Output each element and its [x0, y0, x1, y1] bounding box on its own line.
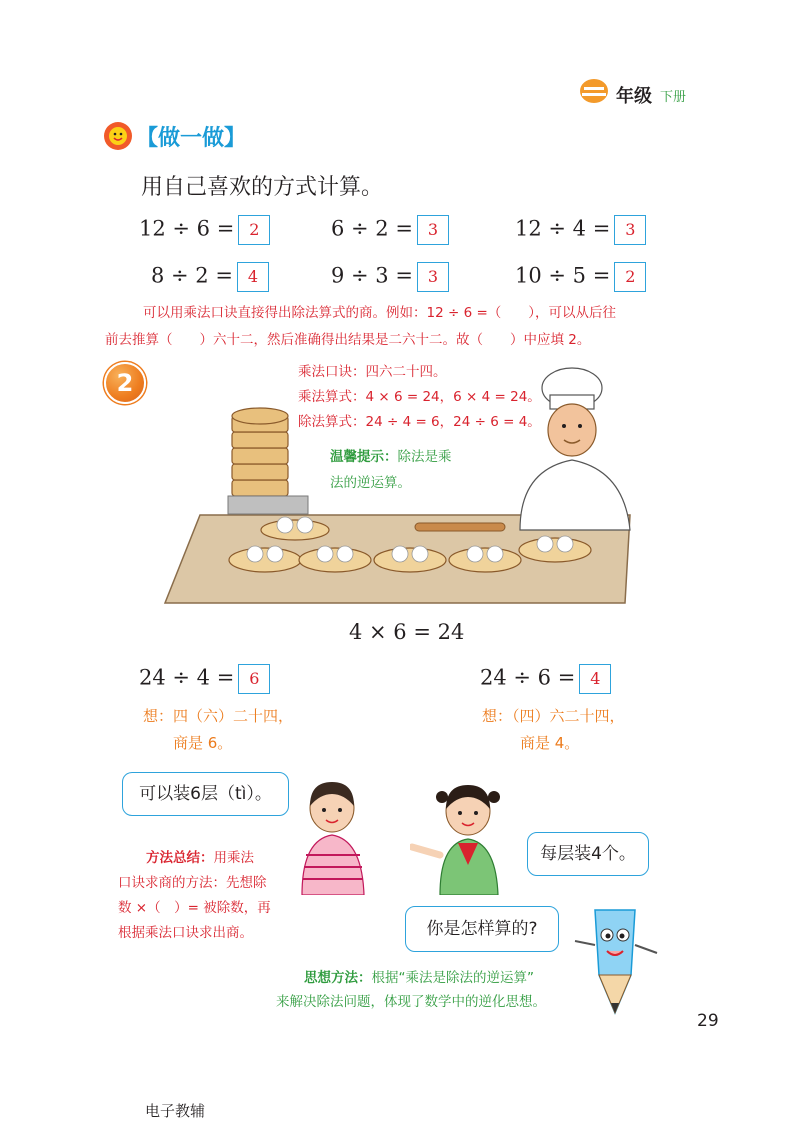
answer-box[interactable]: 6 — [238, 664, 270, 694]
answer-box[interactable]: 4 — [237, 262, 269, 292]
summary-line-3: 数 ×（ ）= 被除数，再 — [118, 900, 271, 916]
thought-label: 思想方法： — [304, 970, 372, 986]
exercise-expr: 10 ÷ 5 = — [515, 263, 611, 288]
recipe-line-1: 乘法口诀：四六二十四。 — [298, 364, 447, 380]
exercise-4 — [151, 262, 269, 292]
illustration-caption: 4 × 6 = 24 — [349, 620, 465, 644]
pencil-mascot — [565, 905, 665, 1015]
thought-method — [276, 966, 546, 1014]
summary-line-2: 口诀求商的方法：先想除 — [118, 875, 267, 891]
answer-box[interactable]: 2 — [614, 262, 646, 292]
footer-label: 电子教辅 — [145, 1102, 206, 1120]
thought-line-1: 根据“乘法是除法的逆运算” — [371, 970, 534, 986]
think-note-1 — [143, 703, 293, 757]
note-line-2: 前去推算（ ）六十二，然后准确得出结果是二六十二。故（ ）中应填 2。 — [105, 332, 591, 348]
speech-bubble-1: 可以装6层（tì）。 — [122, 772, 289, 816]
summary-line-4: 根据乘法口诀求出商。 — [118, 925, 253, 941]
think-line: 商是 4。 — [520, 734, 580, 752]
exercise-expr: 12 ÷ 4 = — [515, 216, 611, 241]
exercise-5 — [331, 262, 449, 292]
girl-figure-2 — [410, 775, 520, 895]
answer-box[interactable]: 3 — [417, 262, 449, 292]
instruction-text: 用自己喜欢的方式计算。 — [141, 175, 384, 200]
grade-badge-icon — [579, 78, 609, 104]
division-1 — [139, 664, 270, 694]
tip-note — [330, 444, 452, 496]
think-note-2 — [482, 703, 625, 757]
division-expr: 24 ÷ 4 = — [139, 665, 235, 690]
summary-line-1: 用乘法 — [213, 850, 254, 866]
method-summary — [118, 846, 271, 946]
exercise-expr: 8 ÷ 2 = — [151, 263, 233, 288]
exercise-3 — [515, 215, 646, 245]
tip-label: 温馨提示： — [330, 449, 398, 465]
section-title: 【做一做】 — [136, 126, 247, 151]
answer-box[interactable]: 3 — [614, 215, 646, 245]
speech-bubble-2: 每层装4个。 — [527, 832, 649, 876]
exercise-expr: 6 ÷ 2 = — [331, 216, 413, 241]
recipe-line-2: 乘法算式：4 × 6 = 24，6 × 4 = 24。 — [298, 389, 541, 405]
girl-figure-1 — [292, 770, 372, 895]
division-expr: 24 ÷ 6 = — [480, 665, 576, 690]
think-line: 想：（四）六二十四， — [482, 707, 625, 725]
grade-sub-label: 下册 — [660, 90, 687, 105]
exercise-2 — [331, 215, 449, 245]
grade-label: 年级 — [616, 86, 652, 107]
exercise-6 — [515, 262, 646, 292]
sun-icon — [103, 121, 133, 151]
problem-number-badge: 2 — [104, 362, 146, 404]
summary-label: 方法总结： — [146, 850, 214, 866]
tip-text-2: 法的逆运算。 — [330, 475, 411, 491]
exercise-expr: 9 ÷ 3 = — [331, 263, 413, 288]
recipe-line-3: 除法算式：24 ÷ 4 = 6，24 ÷ 6 = 4。 — [298, 414, 541, 430]
think-line: 商是 6。 — [173, 734, 233, 752]
page-number: 29 — [697, 1011, 719, 1031]
answer-box[interactable]: 2 — [238, 215, 270, 245]
division-2 — [480, 664, 611, 694]
exercise-1 — [139, 215, 270, 245]
recipe-note — [298, 360, 541, 435]
tip-text-1: 除法是乘 — [397, 449, 452, 465]
note-line-1: 可以用乘法口诀直接得出除法算式的商。例如：12 ÷ 6 =（ ），可以从后往 — [143, 305, 617, 321]
steamer-stack — [232, 408, 288, 496]
exercise-expr: 12 ÷ 6 = — [139, 216, 235, 241]
speech-bubble-3: 你是怎样算的? — [405, 906, 559, 952]
answer-box[interactable]: 4 — [579, 664, 611, 694]
thought-line-2: 来解决除法问题，体现了数学中的逆化思想。 — [276, 994, 546, 1010]
think-line: 想：四（六）二十四， — [143, 707, 294, 725]
answer-box[interactable]: 3 — [417, 215, 449, 245]
